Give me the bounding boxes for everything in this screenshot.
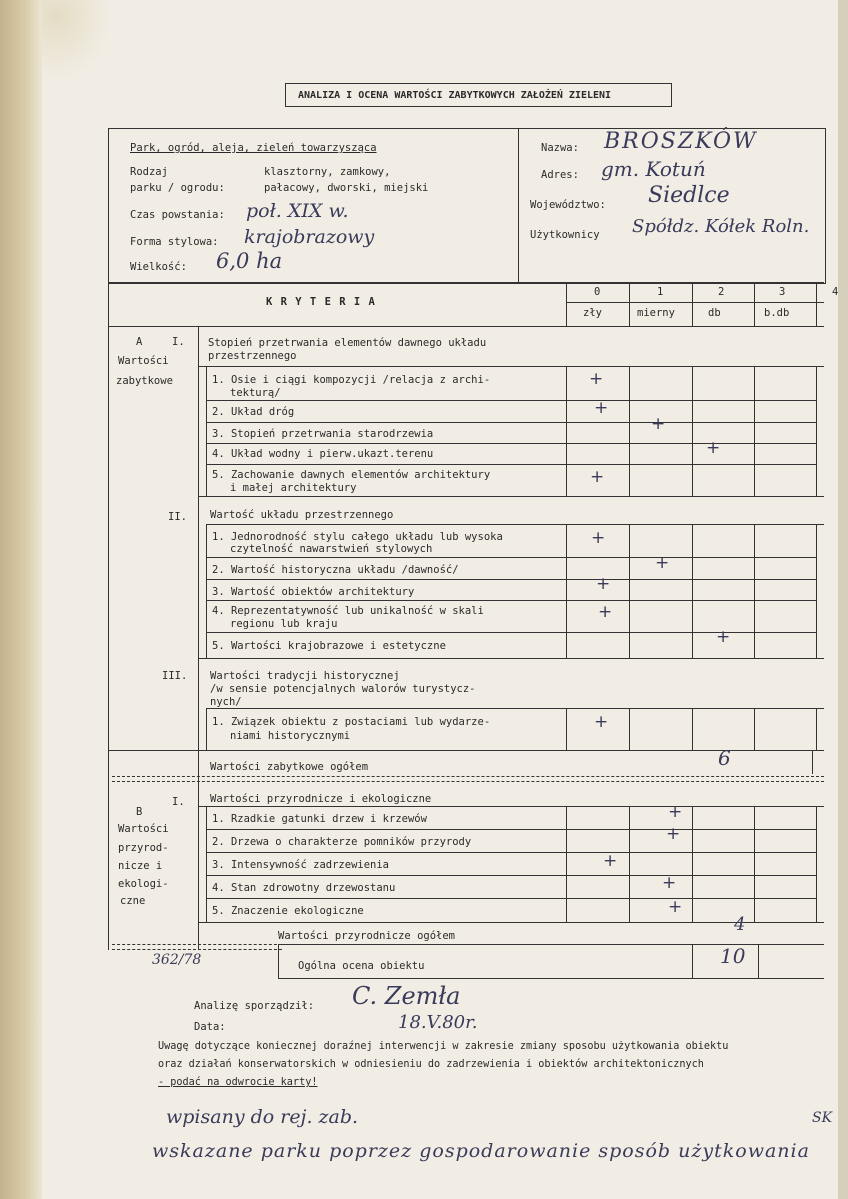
- mark-b2: +: [666, 824, 681, 844]
- mark-a1-4: +: [706, 438, 721, 458]
- page-title: ANALIZA I OCENA WARTOŚCI ZABYTKOWYCH ZAŁOŻEŃ ZIELENI: [298, 90, 612, 101]
- handwritten-note-1: wpisany do rej. zab.: [166, 1106, 359, 1128]
- mark-a3-1: +: [594, 712, 609, 732]
- czas-value: poł. XIX w.: [246, 200, 349, 222]
- mark-b3: +: [603, 851, 618, 871]
- mark-a2-5: +: [716, 627, 731, 647]
- mark-a1-3: +: [651, 414, 666, 434]
- note-line-3: - podać na odwrocie karty!: [158, 1077, 318, 1088]
- date-value: 18.V.80r.: [398, 1012, 478, 1033]
- mark-b1: +: [668, 802, 683, 822]
- overall-value: 10: [720, 944, 746, 968]
- wielkosc-value: 6,0 ha: [216, 249, 283, 273]
- document-page: ANALIZA I OCENA WARTOŚCI ZABYTKOWYCH ZAŁOŻEŃ ZIELENI Park, ogród, aleja, zieleń towarzysząca Rodzaj parku / ogrodu: klasztorny, zamkowy, pałacowy, dworski, miejski Czas powstania: poł. XIX w. Forma stylowa: krajobrazowy Wielkość: 6,0 ha Nazwa: BROSZKÓW Adres: gm. Kotuń Województwo: Siedlce Użytkownicy Spółdz. Kółek Roln. K R Y T E R I A 0 1 2 3 4 zły mierny db b.db A I. Wartości zabytkowe Stopień przetrwania elementów dawnego układu przestrzennego 1. Osie i ciągi kompozycji /relacja z archi- tekturą/ 2. Układ dróg 3. Stopień przetrwania starodrzewia 4. Układ wodny i pierw.ukazt.terenu 5. Zachowanie dawnych elementów architektury i małej architektury II. Wartość układu przestrzennego 1. Jednorodność stylu całego układu lub wysoka czytelność nawarstwień stylowych 2. Wartość historyczna układu /dawność/ 3. Wartość obiektów architektury 4. Reprezentatywność lub unikalność w skali regionu lub kraju 5. Wartości krajobrazowe i estetyczne III. Wartości tradycji historycznej /w sensie potencjalnych walorów turystycz- nych/ 1. Związek obiektu z postaciami lub wydarze- niami historycznymi Wartości zabytkowe ogółem 6 I. B Wartości przyrod- nicze i ekologi- czne Wartości przyrodnicze i ekologiczne 1. Rzadkie gatunki drzew i krzewów 2. Drzewa o charakterze pomników przyrody 3. Intensywność zadrzewienia 4. Stan zdrowotny drzewostanu 5. Znaczenie ekologiczne Wartości przyrodnicze ogółem 4 Ogólna ocena obiektu 10 362/78 + + + + + + + + + + + + + + + + Analizę sporządził: C. Zemła Data: 18.V.80r. Uwagę dotyczące koniecznej doraźnej interwencji w zakresie zmiany sposobu użytkowania obiektu oraz działań konserwatorskich w odniesieniu do zadrzewienia i obiektów architektonicznych - podać na odwrocie karty! wpisany do rej. zab. wskazane parku poprzez gospodarowanie sposób użytkowania SK: [0, 0, 848, 1199]
- b-total-value: 4: [734, 914, 746, 935]
- forma-value: krajobrazowy: [244, 226, 375, 248]
- handwritten-corner: SK: [812, 1110, 833, 1126]
- adres-value: gm. Kotuń: [601, 157, 706, 181]
- woj-value: Siedlce: [648, 183, 730, 208]
- a-total-label: Wartości zabytkowe ogółem: [210, 761, 369, 773]
- handwritten-note-2: wskazane parku poprzez gospodarowanie sposób użytkowania: [152, 1140, 810, 1162]
- mark-b4: +: [662, 873, 677, 893]
- mark-b5: +: [668, 897, 683, 917]
- binding-spine: [0, 0, 42, 1199]
- note-line-2: oraz działań konserwatorskich w odniesieniu do zadrzewienia i obiektów architektonicznych: [158, 1059, 704, 1070]
- signature: C. Zemła: [352, 982, 461, 1010]
- criteria-label: K R Y T E R I A: [266, 296, 376, 308]
- archive-number: 362/78: [152, 952, 202, 968]
- mark-a2-4: +: [598, 602, 613, 622]
- overall-label: Ogólna ocena obiektu: [298, 960, 425, 972]
- mark-a2-1: +: [591, 528, 606, 548]
- type-line: Park, ogród, aleja, zieleń towarzysząca: [130, 142, 377, 154]
- mark-a1-5: +: [590, 467, 605, 487]
- note-line-1: Uwagę dotyczące koniecznej doraźnej interwencji w zakresie zmiany sposobu użytkowania obiektu: [158, 1041, 729, 1052]
- nazwa-value: BROSZKÓW: [604, 129, 758, 154]
- uzytkownicy-value: Spółdz. Kółek Roln.: [632, 216, 810, 237]
- b-total-label: Wartości przyrodnicze ogółem: [278, 930, 456, 942]
- mark-a1-2: +: [594, 398, 609, 418]
- mark-a2-3: +: [596, 574, 611, 594]
- mark-a2-2: +: [655, 553, 670, 573]
- a-total-value: 6: [718, 746, 731, 770]
- mark-a1-1: +: [589, 369, 604, 389]
